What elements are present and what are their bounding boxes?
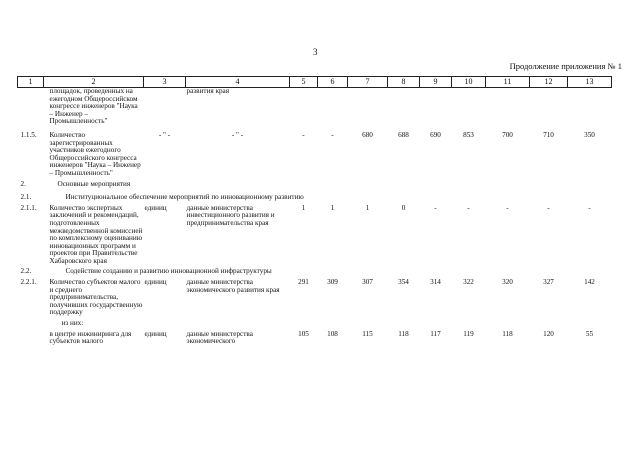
value-cell: 118: [398, 329, 409, 338]
empty-code: [18, 317, 44, 331]
value-cell: 119: [463, 329, 474, 338]
col-header: 9: [420, 77, 452, 88]
col-header: 2: [44, 77, 144, 88]
col-header: 1: [18, 77, 44, 88]
value-cell: 710: [543, 130, 554, 139]
value-cell: 314: [430, 278, 441, 287]
value-cell: -: [547, 203, 550, 212]
value-cell: 688: [398, 130, 409, 139]
value-cell: 853: [463, 130, 474, 139]
row-source: данные министерства экономического развития края: [186, 278, 280, 294]
value-cell: 680: [362, 130, 373, 139]
row-source: данные министерства инвестиционного развития и предпринимательства края: [186, 203, 275, 227]
section-row: [18, 191, 612, 205]
section-code: 2.1.: [20, 193, 32, 202]
section-title: Содействие созданию и развитию инновационной инфраструктуры: [65, 267, 272, 276]
row-source: развития края: [186, 87, 230, 95]
value-cell: 307: [362, 278, 373, 287]
value-cell: 291: [298, 278, 309, 287]
value-cell: 1: [330, 203, 335, 212]
page-number: 3: [313, 47, 318, 57]
row-code: 2.1.1.: [20, 203, 37, 212]
value-cell: 118: [502, 329, 513, 338]
value-cell: -: [506, 203, 509, 212]
section-title: Основные мероприятия: [57, 179, 131, 188]
section-code: 2.: [20, 179, 26, 188]
col-header: 13: [568, 77, 612, 88]
row-code: 2.2.1.: [20, 278, 37, 287]
value-cell: 117: [430, 329, 441, 338]
section-title: Институциональное обеспечение мероприятий по инновационному развитию: [65, 193, 304, 202]
col-header: 6: [318, 77, 348, 88]
value-cell: 690: [430, 130, 441, 139]
value-cell: -: [302, 130, 305, 139]
value-cell: -: [331, 130, 334, 139]
row-name: Количество экспертных заключений и рекомендаций, подготовленных межведомственной комиссией по комплексному оцениванию инновационных программ и проектов при Правительстве Хабаровского края: [49, 203, 143, 265]
table-row: [18, 205, 612, 266]
value-cell: 322: [463, 278, 474, 287]
value-cell: -: [588, 203, 591, 212]
value-cell: 0: [401, 203, 406, 212]
value-cell: -: [434, 203, 437, 212]
row-source: данные министерства экономического: [186, 329, 253, 346]
row-code: [18, 331, 44, 346]
empty-values: [290, 88, 612, 126]
value-cell: 120: [543, 329, 554, 338]
section-code: 2.2.: [20, 267, 32, 276]
col-header: 8: [388, 77, 420, 88]
table-row: [18, 331, 612, 346]
col-header: 12: [530, 77, 568, 88]
row-name: площадок, проведенных на ежегодном Общероссийском конгрессе инженеров "Наука – Инженер – Промышленность": [49, 87, 138, 126]
indicator-table: [17, 76, 612, 346]
value-cell: 105: [298, 329, 309, 338]
col-header: 10: [452, 77, 486, 88]
value-cell: 1: [365, 203, 370, 212]
column-number-row: [18, 77, 612, 88]
value-cell: 700: [502, 130, 513, 139]
row-unit: - " -: [158, 130, 171, 139]
row-unit: единиц: [144, 203, 167, 212]
row-code: 1.1.5.: [20, 130, 37, 139]
row-unit: единиц: [144, 329, 167, 338]
value-cell: 350: [584, 130, 595, 139]
section-row: [18, 178, 612, 192]
row-source: - " -: [231, 130, 244, 139]
col-header: 3: [144, 77, 186, 88]
section-row: [18, 265, 612, 279]
row-name: в центре инжиниринга для субъектов малого: [49, 329, 132, 346]
row-name: Количество субъектов малого и среднего предпринимательства, получивших государственную поддержку: [49, 278, 143, 317]
value-cell: 55: [585, 329, 594, 338]
row-name: Количество зарегистрированных участников ежегодного Общероссийского конгресса инженеров "Наука – Инженер – Промышленность": [49, 130, 141, 177]
col-header: 11: [486, 77, 530, 88]
table-row: [18, 88, 612, 126]
value-cell: 327: [543, 278, 554, 287]
value-cell: 1: [301, 203, 306, 212]
col-header: 4: [186, 77, 290, 88]
value-cell: 108: [327, 329, 338, 338]
appendix-caption: Продолжение приложения № 1: [509, 61, 622, 71]
value-cell: 309: [327, 278, 338, 287]
col-header: 7: [348, 77, 388, 88]
value-cell: 142: [584, 278, 595, 287]
value-cell: -: [467, 203, 470, 212]
subheading: из них:: [61, 319, 84, 328]
col-header: 5: [290, 77, 318, 88]
value-cell: 115: [362, 329, 373, 338]
row-unit: единиц: [144, 278, 167, 287]
table-row: [18, 279, 612, 317]
row-code: [18, 88, 44, 126]
subheading-row: [18, 317, 612, 331]
table-row: [18, 132, 612, 178]
row-unit: [144, 88, 186, 126]
value-cell: 354: [398, 278, 409, 287]
value-cell: 320: [502, 278, 513, 287]
